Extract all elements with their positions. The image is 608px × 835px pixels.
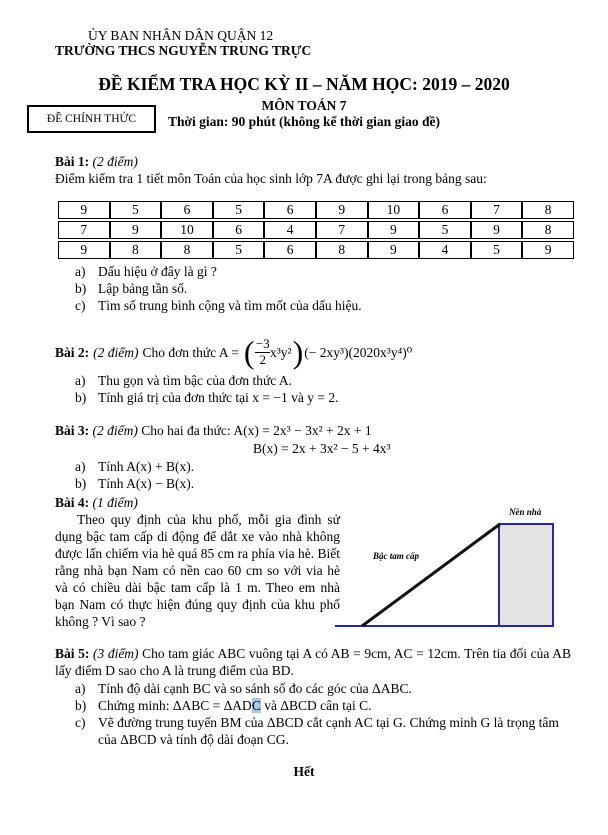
org-name-line1: ỦY BAN NHÂN DÂN QUẬN 12 bbox=[88, 28, 274, 43]
item-marker: b) bbox=[75, 476, 87, 491]
score-cell: 8 bbox=[161, 241, 213, 259]
score-table-row bbox=[58, 201, 574, 219]
score-cell: 4 bbox=[419, 241, 471, 259]
bai3-points: (2 điểm) bbox=[92, 423, 138, 438]
exam-duration: Thời gian: 90 phút (không kể thời gian giao đề) bbox=[168, 114, 440, 129]
bai2-label: Bài 2: bbox=[55, 344, 90, 360]
score-cell: 8 bbox=[522, 201, 574, 219]
list-item bbox=[75, 714, 572, 748]
item-text: Dấu hiệu ở đây là gì ? bbox=[98, 264, 217, 279]
item-marker: c) bbox=[75, 715, 86, 730]
score-cell: 9 bbox=[58, 241, 110, 259]
item-text: Thu gọn và tìm bậc của đơn thức A. bbox=[98, 373, 293, 388]
bai3-label: Bài 3: bbox=[55, 423, 90, 438]
score-cell: 10 bbox=[368, 201, 420, 219]
bai2-items bbox=[75, 372, 555, 406]
list-item bbox=[75, 475, 555, 492]
score-cell: 8 bbox=[316, 241, 368, 259]
bai4-heading bbox=[55, 494, 138, 511]
highlighted-letter: C bbox=[251, 698, 261, 713]
item-marker: c) bbox=[75, 298, 86, 313]
ramp-line bbox=[362, 524, 500, 626]
ramp-figure-drawing bbox=[333, 500, 608, 632]
polynomial-b: B(x) = 2x + 3x² − 5 + 4x³ bbox=[253, 441, 391, 456]
bai3-lead: Cho hai đa thức: bbox=[141, 423, 231, 438]
score-cell: 5 bbox=[419, 221, 471, 239]
monomial-rest: (− 2xy³)(2020x³y⁴)⁰ bbox=[304, 344, 413, 360]
monomial-after-fraction: x³y² bbox=[269, 344, 292, 360]
close-paren: ) bbox=[292, 334, 304, 370]
item-text bbox=[98, 697, 572, 714]
open-paren: ( bbox=[243, 334, 255, 370]
house-floor-rect bbox=[499, 524, 553, 626]
ramp-figure bbox=[333, 500, 608, 632]
exam-title: ĐỀ KIỂM TRA HỌC KỲ II – NĂM HỌC: 2019 – 2020 bbox=[98, 74, 510, 94]
item-marker: b) bbox=[75, 698, 87, 713]
org-name-line2: TRƯỜNG THCS NGUYỄN TRUNG TRỰC bbox=[55, 43, 312, 58]
bai3-heading bbox=[55, 422, 372, 439]
score-cell: 5 bbox=[110, 201, 162, 219]
item-marker: b) bbox=[75, 281, 87, 296]
item-text-post: và ΔBCD cân tại C. bbox=[260, 698, 372, 713]
polynomial-a: A(x) = 2x³ − 3x² + 2x + 1 bbox=[233, 423, 372, 438]
item-text: Tính độ dài cạnh BC và so sánh số đo các góc của ΔABC. bbox=[98, 681, 412, 696]
bai1-points: (2 điểm) bbox=[92, 154, 138, 169]
bai4-paragraph: Theo quy định của khu phố, mỗi gia đình sử dụng bậc tam cấp di động để dắt xe vào nhà không được lấn chiếm via hè quá 85 cm ra phía via hè. Biết rằng nhà bạn Nam có nền cao 60 cm so với via hè và có chiều dài bậc tam cấp là 1 m. Theo em nhà bạn Nam có thực hiện đúng quy định của khu phố không ? Vì sao ? bbox=[55, 512, 340, 629]
bai3-items bbox=[75, 458, 555, 492]
item-text: Vẽ đường trung tuyến BM của ΔBCD cắt cạnh AC tại G. Chứng minh G là trọng tâm của ΔBCD và tính độ dài đoạn CG. bbox=[98, 715, 559, 747]
score-cell: 9 bbox=[316, 201, 368, 219]
bai2-lead: Cho đơn thức A = bbox=[142, 344, 239, 360]
fraction bbox=[255, 337, 270, 367]
score-cell: 9 bbox=[58, 201, 110, 219]
score-table-body bbox=[58, 201, 574, 259]
item-text: Lập bảng tần số. bbox=[98, 281, 188, 296]
bai5-intro bbox=[55, 645, 571, 679]
ramp-label: Bậc tam cấp bbox=[373, 551, 419, 561]
score-cell: 9 bbox=[471, 221, 523, 239]
score-cell: 9 bbox=[368, 241, 420, 259]
score-table-row bbox=[58, 241, 574, 259]
score-cell: 7 bbox=[471, 201, 523, 219]
list-item bbox=[75, 389, 555, 406]
item-text-pre: Chứng minh: ΔABC = ΔAD bbox=[98, 698, 252, 713]
score-cell: 4 bbox=[264, 221, 316, 239]
bai5-label: Bài 5: bbox=[55, 646, 90, 661]
bai4-label: Bài 4: bbox=[55, 495, 90, 510]
end-marker: Hết bbox=[293, 764, 315, 779]
item-marker: a) bbox=[75, 373, 86, 388]
list-item bbox=[75, 458, 555, 475]
item-text: Tìm số trung bình cộng và tìm mốt của dấu hiệu. bbox=[98, 298, 362, 313]
score-table bbox=[58, 199, 574, 261]
score-cell: 6 bbox=[264, 201, 316, 219]
list-item bbox=[75, 263, 555, 280]
score-cell: 9 bbox=[522, 241, 574, 259]
list-item bbox=[75, 297, 555, 314]
exam-subject: MÔN TOÁN 7 bbox=[261, 98, 347, 113]
bai2-heading bbox=[55, 331, 412, 373]
score-table-row bbox=[58, 221, 574, 239]
score-cell: 5 bbox=[213, 201, 265, 219]
item-marker: a) bbox=[75, 459, 86, 474]
fraction-denominator: 2 bbox=[255, 352, 270, 367]
item-marker: a) bbox=[75, 264, 86, 279]
list-item bbox=[75, 280, 555, 297]
bai1-label: Bài 1: bbox=[55, 154, 90, 169]
list-item bbox=[75, 697, 572, 714]
item-text: Tính A(x) − B(x). bbox=[98, 476, 195, 491]
bai5-points: (3 điểm) bbox=[92, 646, 139, 661]
item-marker: b) bbox=[75, 390, 87, 405]
score-cell: 6 bbox=[213, 221, 265, 239]
bai2-points: (2 điểm) bbox=[93, 344, 139, 360]
floor-label: Nền nhà bbox=[509, 507, 542, 517]
official-exam-label: ĐỀ CHÍNH THỨC bbox=[46, 112, 137, 125]
score-cell: 10 bbox=[161, 221, 213, 239]
score-cell: 9 bbox=[368, 221, 420, 239]
score-cell: 6 bbox=[161, 201, 213, 219]
score-cell: 8 bbox=[110, 241, 162, 259]
bai1-heading bbox=[55, 153, 138, 170]
score-cell: 9 bbox=[110, 221, 162, 239]
bai5-items bbox=[75, 680, 572, 748]
bai4-points: (1 điểm) bbox=[92, 495, 138, 510]
item-marker: a) bbox=[75, 681, 86, 696]
score-cell: 7 bbox=[58, 221, 110, 239]
bai5-intro-text: Cho tam giác ABC vuông tại A có AB = 9cm, AC = 12cm. Trên tia đối của AB lấy điểm D sao cho A là trung điểm của BD. bbox=[55, 646, 571, 678]
item-text: Tính A(x) + B(x). bbox=[98, 459, 195, 474]
bai1-intro: Điểm kiểm tra 1 tiết môn Toán của học sinh lớp 7A được ghi lại trong bảng sau: bbox=[55, 171, 487, 186]
score-cell: 6 bbox=[264, 241, 316, 259]
fraction-numerator: −3 bbox=[255, 336, 270, 352]
item-text: Tính giá trị của đơn thức tại x = −1 và y = 2. bbox=[98, 390, 339, 405]
score-cell: 7 bbox=[316, 221, 368, 239]
list-item bbox=[75, 372, 555, 389]
score-cell: 5 bbox=[213, 241, 265, 259]
score-cell: 5 bbox=[471, 241, 523, 259]
score-cell: 8 bbox=[522, 221, 574, 239]
bai1-items bbox=[75, 263, 555, 314]
list-item bbox=[75, 680, 572, 697]
score-cell: 6 bbox=[419, 201, 471, 219]
